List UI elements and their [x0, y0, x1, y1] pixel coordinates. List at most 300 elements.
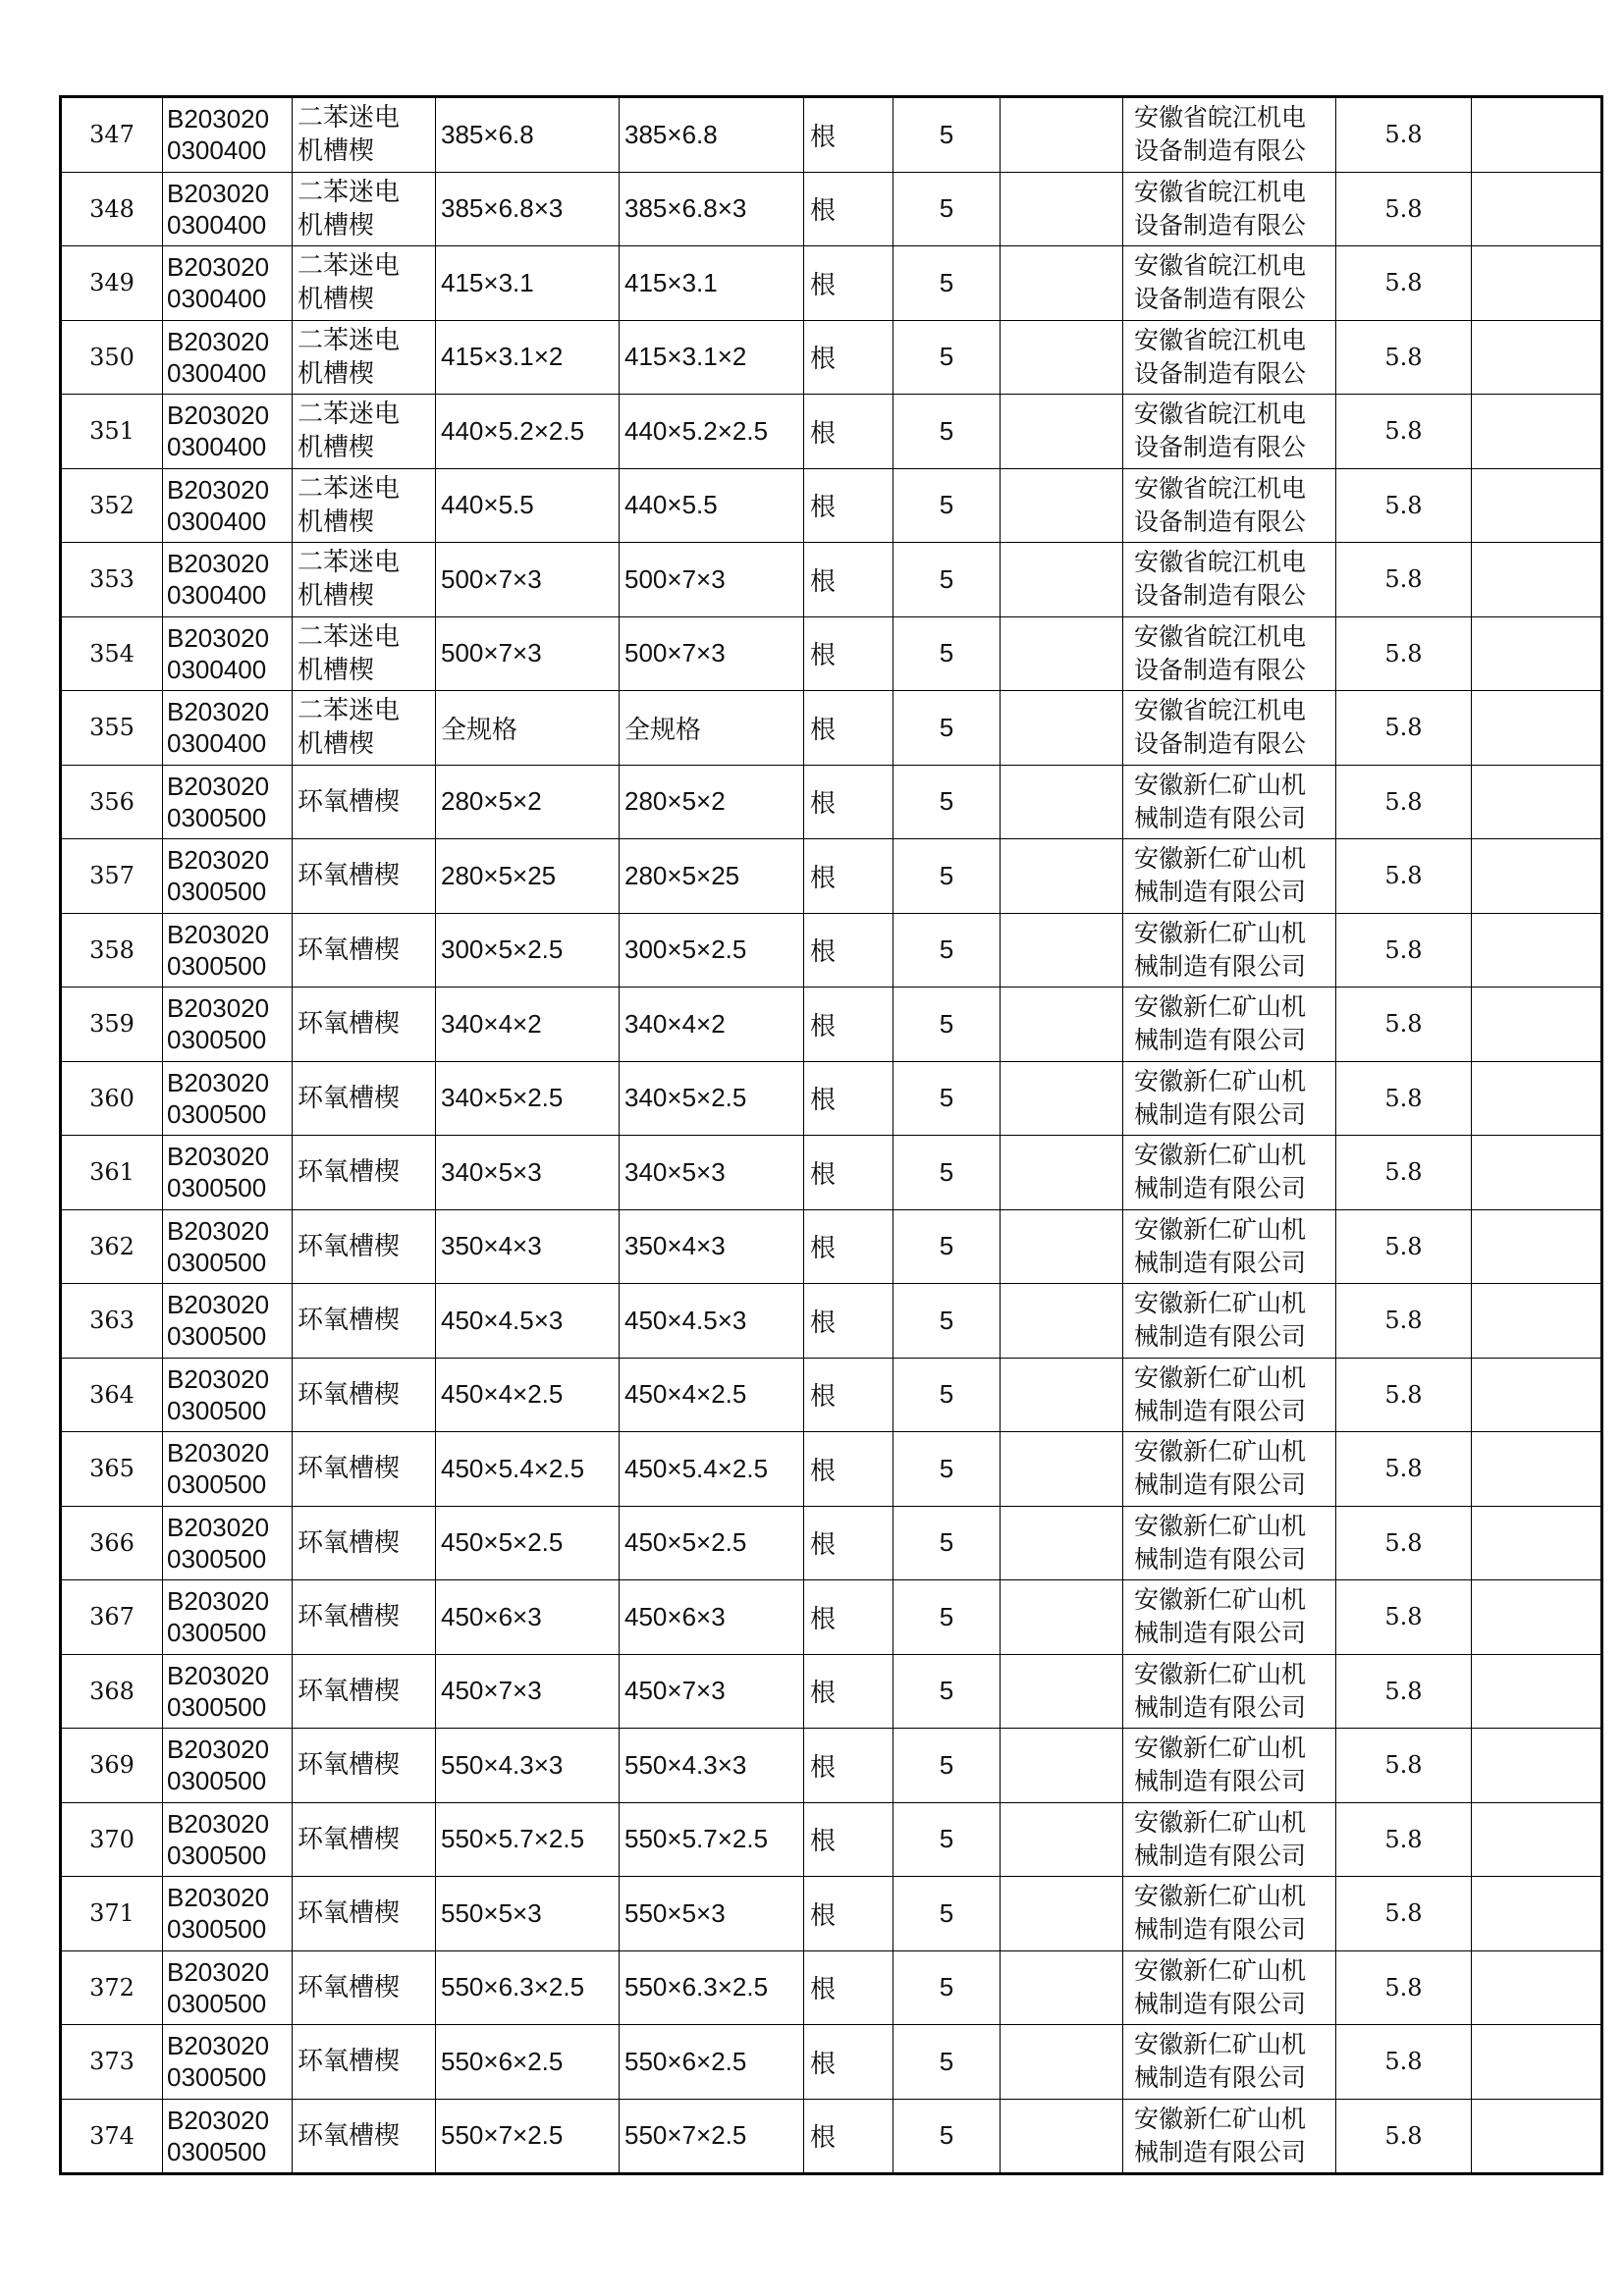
specification-cell-text: 440×5.2×2.5	[441, 415, 585, 446]
table-row	[61, 1061, 1602, 1136]
manufacturer-cell-text: 械制造有限公司	[1134, 1989, 1307, 2018]
unit-cell	[804, 1802, 893, 1877]
row-number-cell-text: 356	[89, 787, 135, 816]
material-name-cell	[293, 468, 436, 543]
manufacturer-cell-text: 械制造有限公司	[1134, 1174, 1307, 1203]
unit-cell	[804, 1432, 893, 1507]
unit-cell-text: 根	[810, 715, 837, 745]
specification-cell-text: 全规格	[441, 714, 518, 744]
model-cell-text: 415×3.1×2	[624, 342, 747, 372]
material-code-cell	[163, 839, 293, 914]
quantity-cell	[893, 1358, 1001, 1432]
material-code-cell-text: 0300500	[167, 1321, 267, 1352]
specification-cell-text: 340×5×2.5	[441, 1083, 564, 1113]
quantity-cell-text: 5	[939, 786, 954, 817]
row-number-cell-text: 361	[89, 1158, 135, 1187]
material-name-cell-text: 环氧槽楔	[298, 1676, 401, 1706]
price-cell	[1336, 1580, 1472, 1655]
material-code-cell-text: 0300400	[167, 135, 267, 166]
specification-cell-text: 340×4×2	[441, 1008, 542, 1039]
material-code-cell	[163, 1136, 293, 1210]
row-number-cell	[61, 246, 163, 321]
remark-cell	[1472, 1358, 1602, 1432]
specification-cell	[436, 1950, 620, 2025]
price-cell	[1336, 2099, 1472, 2174]
quantity-cell	[893, 839, 1001, 914]
specification-cell-text: 280×5×25	[441, 860, 557, 890]
unit-cell-text: 根	[810, 2049, 837, 2079]
unit-cell-text: 根	[810, 863, 837, 893]
quantity-cell-text: 5	[939, 1824, 954, 1854]
manufacturer-cell-text: 械制造有限公司	[1134, 1841, 1307, 1870]
price-cell	[1336, 320, 1472, 395]
blank-cell	[1001, 97, 1123, 173]
unit-cell-text: 根	[810, 2123, 837, 2154]
unit-cell	[804, 543, 893, 617]
manufacturer-cell-text: 安徽新仁矿山机	[1134, 770, 1307, 799]
unit-cell	[804, 913, 893, 988]
material-name-cell-text: 环氧槽楔	[298, 2120, 401, 2151]
remark-cell	[1472, 2025, 1602, 2100]
price-cell-text: 5.8	[1384, 862, 1423, 890]
material-name-cell-text: 二苯迷电	[298, 621, 401, 652]
material-code-cell-text: B203020	[167, 326, 270, 356]
specification-cell	[436, 1802, 620, 1877]
quantity-cell-text: 5	[939, 1527, 954, 1558]
row-number-cell	[61, 988, 163, 1062]
specification-cell	[436, 172, 620, 246]
specification-cell	[436, 97, 620, 173]
material-code-cell-text: 0300500	[167, 1914, 267, 1945]
unit-cell-text: 根	[810, 1679, 837, 1709]
material-code-cell	[163, 765, 293, 839]
price-cell-text: 5.8	[1384, 417, 1423, 446]
unit-cell-text: 根	[810, 1456, 837, 1486]
manufacturer-cell	[1123, 1358, 1336, 1432]
material-code-cell-text: B203020	[167, 1142, 270, 1172]
material-code-cell-text: B203020	[167, 1883, 270, 1913]
manufacturer-cell	[1123, 2099, 1336, 2174]
manufacturer-cell	[1123, 395, 1336, 469]
model-cell	[620, 1877, 804, 1951]
quantity-cell	[893, 913, 1001, 988]
specification-cell	[436, 1654, 620, 1729]
price-cell	[1336, 1209, 1472, 1284]
row-number-cell	[61, 1654, 163, 1729]
unit-cell	[804, 839, 893, 914]
model-cell	[620, 97, 804, 173]
material-name-cell	[293, 320, 436, 395]
manufacturer-cell-text: 械制造有限公司	[1134, 1619, 1307, 1648]
remark-cell	[1472, 1580, 1602, 1655]
row-number-cell-text: 357	[89, 862, 135, 890]
material-code-cell-text: B203020	[167, 2105, 270, 2135]
material-name-cell	[293, 1061, 436, 1136]
row-number-cell	[61, 1877, 163, 1951]
material-code-cell-text: 0300400	[167, 432, 267, 462]
material-name-cell	[293, 172, 436, 246]
blank-cell	[1001, 1358, 1123, 1432]
table-row	[61, 1506, 1602, 1580]
material-code-cell-text: 0300500	[167, 1618, 267, 1648]
model-cell	[620, 1802, 804, 1877]
material-code-cell-text: B203020	[167, 252, 270, 283]
blank-cell	[1001, 1432, 1123, 1507]
material-code-cell-text: 0300500	[167, 1395, 267, 1425]
price-cell-text: 5.8	[1384, 2048, 1423, 2076]
unit-cell	[804, 2025, 893, 2100]
model-cell-text: 550×5.7×2.5	[624, 1824, 769, 1854]
table-row	[61, 1950, 1602, 2025]
manufacturer-cell-text: 安徽新仁矿山机	[1134, 1955, 1307, 1985]
blank-cell	[1001, 246, 1123, 321]
blank-cell	[1001, 468, 1123, 543]
row-number-cell-text: 370	[89, 1825, 135, 1853]
price-cell	[1336, 1729, 1472, 1803]
remark-cell	[1472, 1950, 1602, 2025]
remark-cell	[1472, 1877, 1602, 1951]
material-code-cell-text: 0300400	[167, 284, 267, 314]
row-number-cell	[61, 913, 163, 988]
model-cell-text: 450×4.5×3	[624, 1305, 747, 1335]
manufacturer-cell	[1123, 616, 1336, 691]
unit-cell	[804, 1506, 893, 1580]
quantity-cell-text: 5	[939, 1676, 954, 1706]
specification-cell	[436, 543, 620, 617]
material-name-cell-text: 二苯迷电	[298, 548, 401, 578]
model-cell-text: 550×7×2.5	[624, 2120, 747, 2151]
material-code-cell-text: 0300400	[167, 209, 267, 240]
specification-cell-text: 350×4×3	[441, 1231, 542, 1261]
quantity-cell	[893, 1284, 1001, 1359]
manufacturer-cell-text: 安徽省皖江机电	[1134, 251, 1307, 281]
row-number-cell	[61, 1209, 163, 1284]
price-cell-text: 5.8	[1384, 1528, 1423, 1557]
row-number-cell-text: 374	[89, 2121, 135, 2150]
specification-cell	[436, 395, 620, 469]
row-number-cell	[61, 616, 163, 691]
row-number-cell	[61, 1580, 163, 1655]
row-number-cell-text: 354	[89, 639, 135, 667]
manufacturer-cell-text: 安徽新仁矿山机	[1134, 1511, 1307, 1540]
model-cell	[620, 913, 804, 988]
model-cell-text: 385×6.8	[624, 119, 718, 149]
model-cell	[620, 691, 804, 766]
material-code-cell-text: 0300500	[167, 950, 267, 981]
price-cell	[1336, 988, 1472, 1062]
unit-cell	[804, 246, 893, 321]
row-number-cell-text: 358	[89, 935, 135, 964]
manufacturer-cell-text: 安徽新仁矿山机	[1134, 1066, 1307, 1095]
price-cell-text: 5.8	[1384, 1084, 1423, 1112]
material-name-cell	[293, 1209, 436, 1284]
remark-cell	[1472, 395, 1602, 469]
unit-cell-text: 根	[810, 1382, 837, 1413]
material-code-cell	[163, 246, 293, 321]
unit-cell	[804, 1729, 893, 1803]
material-code-cell-text: B203020	[167, 845, 270, 876]
price-cell	[1336, 172, 1472, 246]
row-number-cell	[61, 1136, 163, 1210]
table-row	[61, 913, 1602, 988]
unit-cell-text: 根	[810, 122, 837, 152]
material-name-cell-text: 二苯迷电	[298, 400, 401, 430]
specification-cell	[436, 320, 620, 395]
quantity-cell-text: 5	[939, 1897, 954, 1928]
manufacturer-cell-text: 设备制造有限公	[1134, 433, 1307, 462]
price-cell-text: 5.8	[1384, 1010, 1423, 1039]
price-cell-text: 5.8	[1384, 565, 1423, 594]
table-row	[61, 1729, 1602, 1803]
quantity-cell-text: 5	[939, 860, 954, 890]
row-number-cell	[61, 97, 163, 173]
model-cell-text: 440×5.2×2.5	[624, 415, 769, 446]
specification-cell-text: 450×5×2.5	[441, 1527, 564, 1558]
specification-cell-text: 385×6.8×3	[441, 193, 564, 224]
unit-cell	[804, 1136, 893, 1210]
material-code-cell	[163, 543, 293, 617]
material-name-cell-text: 环氧槽楔	[298, 1602, 401, 1632]
material-code-cell	[163, 691, 293, 766]
quantity-cell	[893, 1209, 1001, 1284]
table-row	[61, 1654, 1602, 1729]
remark-cell	[1472, 1729, 1602, 1803]
unit-cell-text: 根	[810, 1752, 837, 1783]
material-code-cell-text: 0300500	[167, 1988, 267, 2018]
material-name-cell-text: 二苯迷电	[298, 251, 401, 282]
price-cell-text: 5.8	[1384, 1307, 1423, 1335]
remark-cell	[1472, 543, 1602, 617]
unit-cell	[804, 1209, 893, 1284]
model-cell-text: 550×5×3	[624, 1897, 726, 1928]
manufacturer-cell-text: 械制造有限公司	[1134, 1248, 1307, 1277]
model-cell	[620, 1209, 804, 1284]
material-code-cell-text: B203020	[167, 549, 270, 579]
blank-cell	[1001, 1654, 1123, 1729]
unit-cell-text: 根	[810, 1308, 837, 1338]
quantity-cell-text: 5	[939, 1231, 954, 1261]
quantity-cell-text: 5	[939, 1156, 954, 1187]
quantity-cell	[893, 172, 1001, 246]
price-cell	[1336, 1284, 1472, 1359]
specification-cell	[436, 1729, 620, 1803]
material-name-cell-text: 机槽楔	[298, 210, 375, 240]
material-code-cell-text: B203020	[167, 1290, 270, 1320]
manufacturer-cell-text: 设备制造有限公	[1134, 358, 1307, 388]
quantity-cell-text: 5	[939, 638, 954, 668]
manufacturer-cell	[1123, 1654, 1336, 1729]
manufacturer-cell	[1123, 1284, 1336, 1359]
manufacturer-cell	[1123, 1877, 1336, 1951]
material-code-cell-text: B203020	[167, 993, 270, 1024]
price-cell-text: 5.8	[1384, 343, 1423, 371]
row-number-cell	[61, 468, 163, 543]
material-code-cell-text: 0300400	[167, 506, 267, 536]
price-cell	[1336, 395, 1472, 469]
table-row	[61, 2099, 1602, 2174]
manufacturer-cell-text: 安徽新仁矿山机	[1134, 1362, 1307, 1392]
quantity-cell	[893, 395, 1001, 469]
unit-cell	[804, 395, 893, 469]
manufacturer-cell-text: 械制造有限公司	[1134, 803, 1307, 832]
specification-cell	[436, 1284, 620, 1359]
row-number-cell	[61, 1061, 163, 1136]
material-code-cell-text: 0300400	[167, 357, 267, 388]
material-name-cell	[293, 691, 436, 766]
table-row	[61, 2025, 1602, 2100]
blank-cell	[1001, 2025, 1123, 2100]
model-cell	[620, 1950, 804, 2025]
quantity-cell-text: 5	[939, 1083, 954, 1113]
material-code-cell	[163, 395, 293, 469]
blank-cell	[1001, 691, 1123, 766]
model-cell	[620, 2025, 804, 2100]
price-cell-text: 5.8	[1384, 121, 1423, 149]
remark-cell	[1472, 320, 1602, 395]
row-number-cell	[61, 691, 163, 766]
manufacturer-cell-text: 械制造有限公司	[1134, 1915, 1307, 1945]
quantity-cell	[893, 1432, 1001, 1507]
material-name-cell	[293, 765, 436, 839]
row-number-cell-text: 372	[89, 1973, 135, 2002]
material-name-cell-text: 环氧槽楔	[298, 1306, 401, 1336]
specification-cell	[436, 1136, 620, 1210]
table-row	[61, 616, 1602, 691]
blank-cell	[1001, 839, 1123, 914]
quantity-cell	[893, 1877, 1001, 1951]
manufacturer-cell	[1123, 97, 1336, 173]
material-code-cell	[163, 1061, 293, 1136]
manufacturer-cell-text: 设备制造有限公	[1134, 581, 1307, 611]
unit-cell	[804, 2099, 893, 2174]
model-cell	[620, 543, 804, 617]
quantity-cell	[893, 1061, 1001, 1136]
manufacturer-cell-text: 安徽省皖江机电	[1134, 548, 1307, 577]
table-row	[61, 988, 1602, 1062]
material-code-cell-text: B203020	[167, 1660, 270, 1690]
price-cell-text: 5.8	[1384, 1455, 1423, 1483]
unit-cell-text: 根	[810, 1011, 837, 1041]
unit-cell-text: 根	[810, 196, 837, 227]
quantity-cell	[893, 97, 1001, 173]
table-row	[61, 1877, 1602, 1951]
row-number-cell	[61, 839, 163, 914]
quantity-cell	[893, 616, 1001, 691]
unit-cell	[804, 320, 893, 395]
remark-cell	[1472, 1802, 1602, 1877]
quantity-cell	[893, 246, 1001, 321]
manufacturer-cell-text: 设备制造有限公	[1134, 729, 1307, 759]
remark-cell	[1472, 988, 1602, 1062]
table-row	[61, 543, 1602, 617]
model-cell	[620, 468, 804, 543]
material-code-cell	[163, 616, 293, 691]
remark-cell	[1472, 1432, 1602, 1507]
manufacturer-cell-text: 械制造有限公司	[1134, 878, 1307, 907]
table-row	[61, 1136, 1602, 1210]
material-code-cell	[163, 320, 293, 395]
manufacturer-cell-text: 设备制造有限公	[1134, 210, 1307, 240]
material-name-cell	[293, 97, 436, 173]
manufacturer-cell-text: 械制造有限公司	[1134, 1026, 1307, 1055]
manufacturer-cell-text: 安徽省皖江机电	[1134, 621, 1307, 651]
material-code-cell-text: 0300400	[167, 728, 267, 759]
specification-cell-text: 300×5×2.5	[441, 934, 564, 965]
remark-cell	[1472, 616, 1602, 691]
price-cell	[1336, 1654, 1472, 1729]
row-number-cell-text: 352	[89, 491, 135, 519]
manufacturer-cell-text: 设备制造有限公	[1134, 507, 1307, 536]
row-number-cell-text: 347	[89, 121, 135, 149]
row-number-cell-text: 348	[89, 194, 135, 223]
quantity-cell	[893, 691, 1001, 766]
material-name-cell-text: 环氧槽楔	[298, 934, 401, 965]
table-row	[61, 246, 1602, 321]
remark-cell	[1472, 691, 1602, 766]
specification-cell-text: 550×4.3×3	[441, 1749, 564, 1780]
material-code-cell-text: 0300500	[167, 802, 267, 832]
table-row	[61, 1209, 1602, 1284]
material-code-cell-text: B203020	[167, 2031, 270, 2061]
quantity-cell-text: 5	[939, 490, 954, 520]
table-row	[61, 172, 1602, 246]
material-code-cell-text: 0300500	[167, 1766, 267, 1796]
table-row	[61, 468, 1602, 543]
quantity-cell	[893, 1506, 1001, 1580]
material-code-cell-text: B203020	[167, 1512, 270, 1542]
row-number-cell	[61, 395, 163, 469]
manufacturer-cell-text: 安徽新仁矿山机	[1134, 1585, 1307, 1615]
model-cell	[620, 1358, 804, 1432]
material-code-cell-text: B203020	[167, 1735, 270, 1765]
material-code-cell	[163, 1432, 293, 1507]
row-number-cell-text: 350	[89, 343, 135, 371]
manufacturer-cell-text: 械制造有限公司	[1134, 1544, 1307, 1574]
material-name-cell-text: 二苯迷电	[298, 103, 401, 133]
material-name-cell-text: 机槽楔	[298, 136, 375, 167]
remark-cell	[1472, 1654, 1602, 1729]
price-cell-text: 5.8	[1384, 1677, 1423, 1705]
table-row	[61, 1432, 1602, 1507]
material-name-cell	[293, 1284, 436, 1359]
material-name-cell-text: 机槽楔	[298, 729, 375, 760]
price-cell	[1336, 1061, 1472, 1136]
table-row	[61, 320, 1602, 395]
model-cell-text: 450×6×3	[624, 1601, 726, 1631]
material-name-cell	[293, 616, 436, 691]
table-row	[61, 1580, 1602, 1655]
model-cell	[620, 616, 804, 691]
material-name-cell-text: 二苯迷电	[298, 473, 401, 504]
material-code-cell	[163, 1580, 293, 1655]
manufacturer-cell	[1123, 1432, 1336, 1507]
quantity-cell-text: 5	[939, 193, 954, 224]
material-code-cell	[163, 988, 293, 1062]
material-code-cell-text: 0300500	[167, 1247, 267, 1277]
blank-cell	[1001, 1580, 1123, 1655]
material-code-cell-text: 0300400	[167, 654, 267, 684]
blank-cell	[1001, 1877, 1123, 1951]
model-cell	[620, 1432, 804, 1507]
remark-cell	[1472, 839, 1602, 914]
quantity-cell-text: 5	[939, 267, 954, 297]
manufacturer-cell	[1123, 172, 1336, 246]
manufacturer-cell	[1123, 320, 1336, 395]
blank-cell	[1001, 2099, 1123, 2174]
manufacturer-cell-text: 安徽新仁矿山机	[1134, 1734, 1307, 1763]
unit-cell	[804, 1284, 893, 1359]
material-code-cell	[163, 2025, 293, 2100]
